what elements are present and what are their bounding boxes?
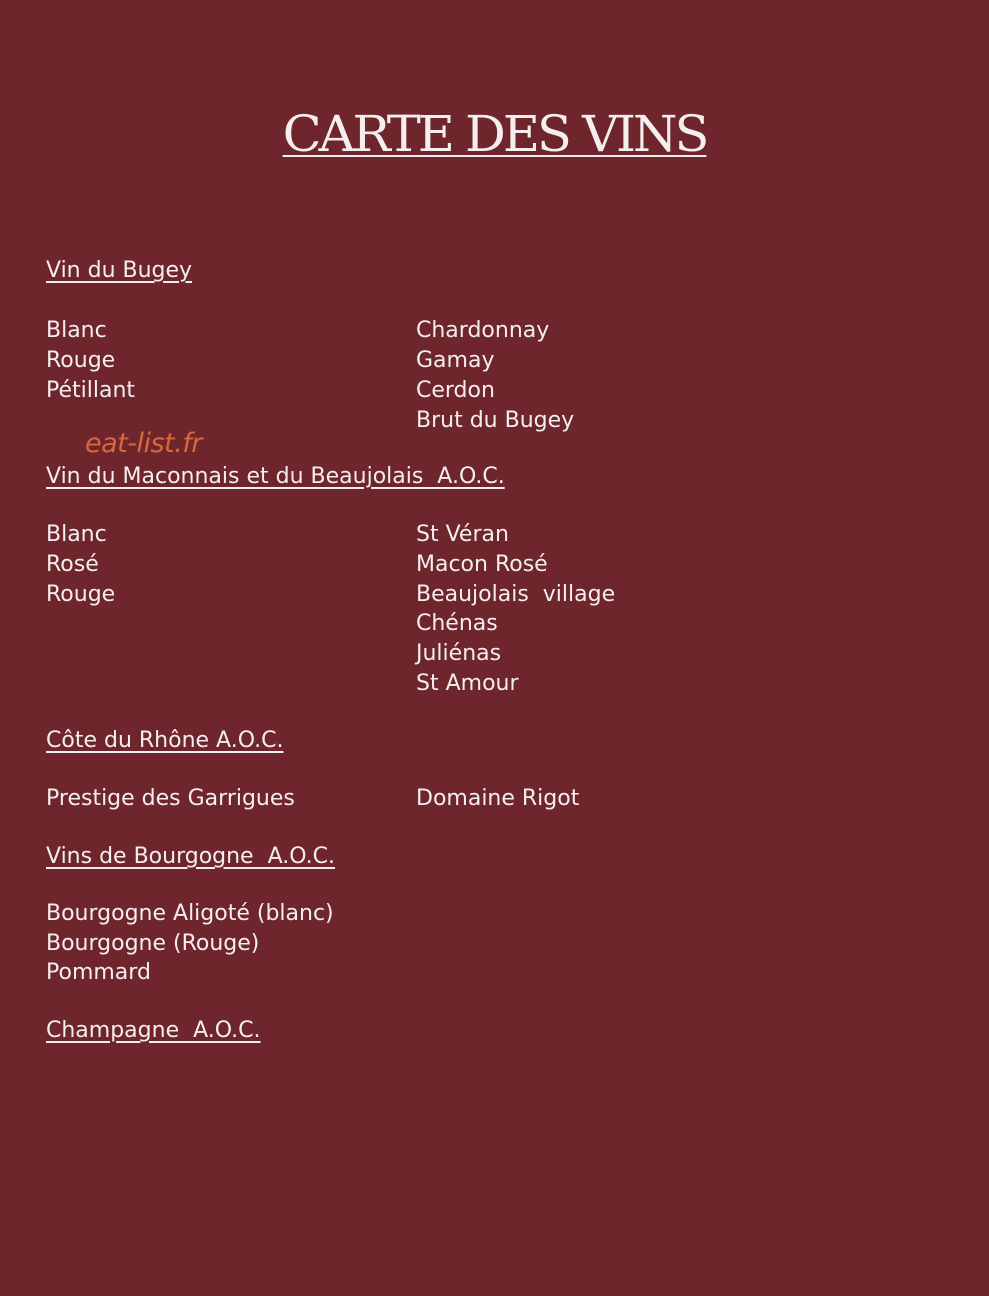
list-item: Bourgogne Aligoté (blanc) <box>46 901 334 926</box>
section-heading-rhone: Côte du Rhône A.O.C. <box>46 728 284 753</box>
list-item: Bourgogne (Rouge) <box>46 931 260 956</box>
list-item: Beaujolais village <box>416 582 616 607</box>
section-heading-maconnais: Vin du Maconnais et du Beaujolais A.O.C. <box>46 464 505 489</box>
list-item: Pommard <box>46 960 151 985</box>
list-item: Pétillant <box>46 378 136 403</box>
page-title: CARTE DES VINS <box>282 105 707 163</box>
list-item: Prestige des Garrigues <box>46 786 295 811</box>
list-item: Blanc <box>46 318 107 343</box>
list-item: Macon Rosé <box>416 552 548 577</box>
list-item: Cerdon <box>416 378 495 403</box>
list-item: Rosé <box>46 552 99 577</box>
list-item: Rouge <box>46 582 116 607</box>
list-item: St Amour <box>416 671 519 696</box>
list-item: Gamay <box>416 348 495 373</box>
list-item: Blanc <box>46 522 107 547</box>
section-heading-bourgogne: Vins de Bourgogne A.O.C. <box>46 844 336 869</box>
list-item: Chardonnay <box>416 318 550 343</box>
section-heading-champagne: Champagne A.O.C. <box>46 1018 261 1043</box>
list-item: Juliénas <box>416 641 502 666</box>
list-item: Domaine Rigot <box>416 786 580 811</box>
list-item: St Véran <box>416 522 509 547</box>
list-item: Chénas <box>416 611 498 636</box>
list-item: Brut du Bugey <box>416 408 575 433</box>
list-item: Rouge <box>46 348 116 373</box>
section-heading-bugey: Vin du Bugey <box>46 258 193 283</box>
watermark: eat-list.fr <box>85 428 202 459</box>
